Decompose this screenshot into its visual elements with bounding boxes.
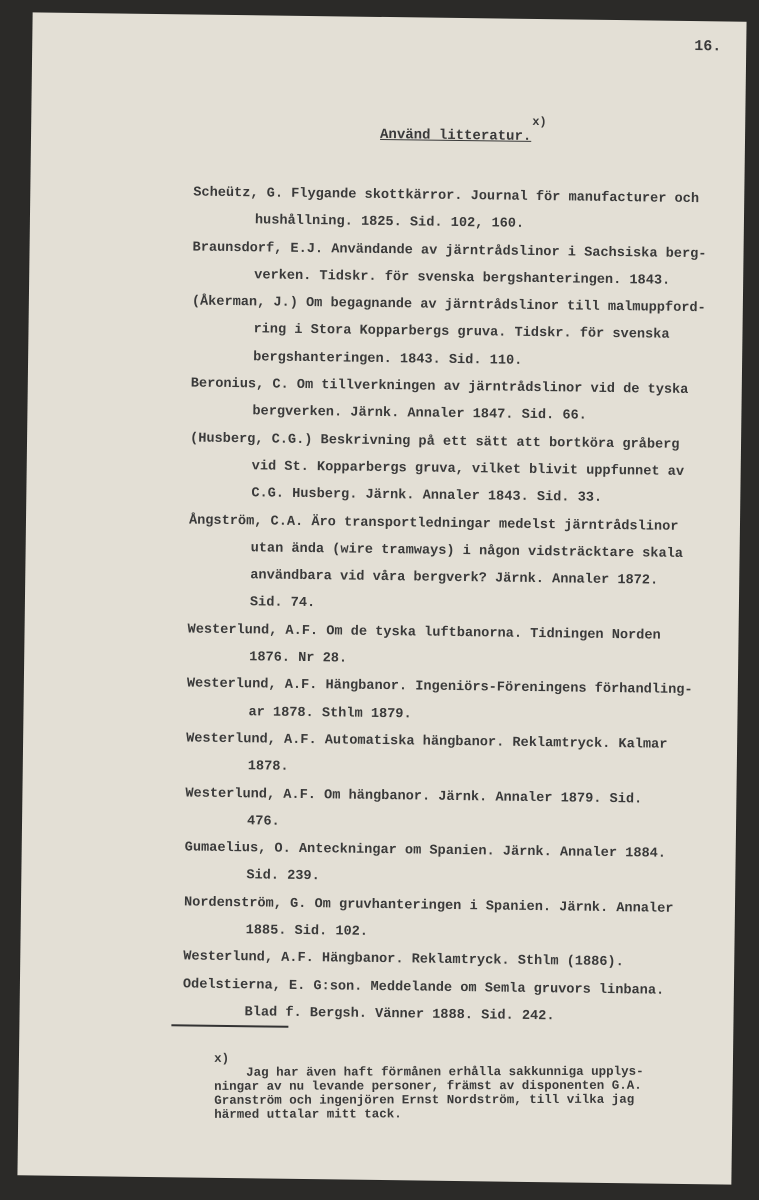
reference-continuation-line: 1876. Nr 28. [249,650,348,667]
reference-continuation-line: 1885. Sid. 102. [245,923,369,940]
reference-first-line: Westerlund, A.F. Automatiska hängbanor. Reklamtryck. Kalmar [186,731,668,753]
footnote-line: Jag har även haft förmånen erhålla sakkunniga upplys- [246,1064,644,1080]
reference-first-line: Westerlund, A.F. Om de tyska luftbanorna. Tidningen Norden [187,622,661,644]
footnote-line: ningar av nu levande personer, främst av disponenten G.A. [214,1078,642,1094]
reference-first-line: Scheütz, G. Flygande skottkärror. Journal för manufacturer och [193,185,700,208]
reference-entry [189,425,750,514]
reference-continuation-line: utan ända (wire tramways) i någon vidsträcktare skala [250,541,684,562]
footnote-divider [171,1024,288,1027]
reference-entry [188,507,749,624]
reference-entry [190,371,751,433]
reference-first-line: Odelstierna, E. G:son. Meddelande om Semla gruvors linbana. [182,977,665,999]
title-footnote-mark: x) [532,114,547,130]
reference-list [182,179,753,1032]
reference-entry [185,780,746,842]
reference-continuation-line: C.G. Husberg. Järnk. Annaler 1843. Sid. 33. [251,486,603,507]
reference-first-line: (Åkerman, J.) Om begagnande av järntrådslinor till malmuppford- [191,294,706,317]
page-number: 16. [694,38,722,56]
reference-first-line: (Husberg, C.G.) Beskrivning på ett sätt att bortköra gråberg [189,431,680,453]
reference-continuation-line: ar 1878. Sthlm 1879. [248,704,412,723]
reference-first-line: Westerlund, A.F. Hängbanor. Ingeniörs-Föreningens förhandling- [186,676,693,699]
footnote-mark: x) [214,1051,230,1066]
reference-first-line: Nordenström, G. Om gruvhanteringen i Spanien. Järnk. Annaler [183,895,674,917]
reference-first-line: Braunsdorf, E.J. Användande av järntrådslinor i Sachsiska berg- [192,240,707,262]
document-page [17,12,746,1184]
reference-entry [187,616,748,678]
reference-entry [182,971,743,1033]
reference-entry [191,289,752,378]
reference-entry [184,835,745,897]
reference-continuation-line: bergshanteringen. 1843. Sid. 110. [253,350,523,369]
footnote-line: härmed uttalar mitt tack. [214,1107,402,1122]
reference-continuation-line: vid St. Kopparbergs gruva, vilket blivit uppfunnet av [251,459,685,480]
reference-first-line: Westerlund, A.F. Om hängbanor. Järnk. Annaler 1879. Sid. [185,785,643,807]
footnote-line: Granström och ingenjören Ernst Nordström, till vilka jag [214,1092,635,1108]
reference-continuation-line: Sid. 239. [246,868,320,885]
reference-first-line: Westerlund, A.F. Hängbanor. Reklamtryck. Sthlm (1886). [183,949,624,971]
reference-continuation-line: ring i Stora Kopparbergs gruva. Tidskr. för svenska [253,322,670,344]
page-title: Använd litteratur. [379,126,532,145]
reference-continuation-line: Blad f. Bergsh. Vänner 1888. Sid. 242. [244,1005,555,1025]
reference-first-line: Ångström, C.A. Äro transportledningar medelst järntrådslinor [188,513,679,535]
reference-first-line: Gumaelius, O. Anteckningar om Spanien. Järnk. Annaler 1884. [184,840,667,862]
reference-continuation-line: hushållning. 1825. Sid. 102, 160. [254,213,525,233]
reference-continuation-line: bergverken. Järnk. Annaler 1847. Sid. 66. [252,404,587,425]
reference-entry [192,234,753,296]
reference-entry [186,671,747,733]
reference-entry [183,889,744,951]
reference-first-line: Beronius, C. Om tillverkningen av järntrådslinor vid de tyska [190,376,689,399]
reference-continuation-line: användbara vid våra bergverk? Järnk. Annaler 1872. [250,568,659,589]
reference-entry [193,179,754,241]
reference-continuation-line: 476. [246,814,280,830]
footnote [214,1051,694,1122]
reference-continuation-line: 1878. [247,759,289,776]
reference-continuation-line: Sid. 74. [249,595,316,612]
reference-continuation-line: verken. Tidskr. för svenska bergshanteringen. 1843. [254,268,671,289]
reference-entry [186,725,747,787]
